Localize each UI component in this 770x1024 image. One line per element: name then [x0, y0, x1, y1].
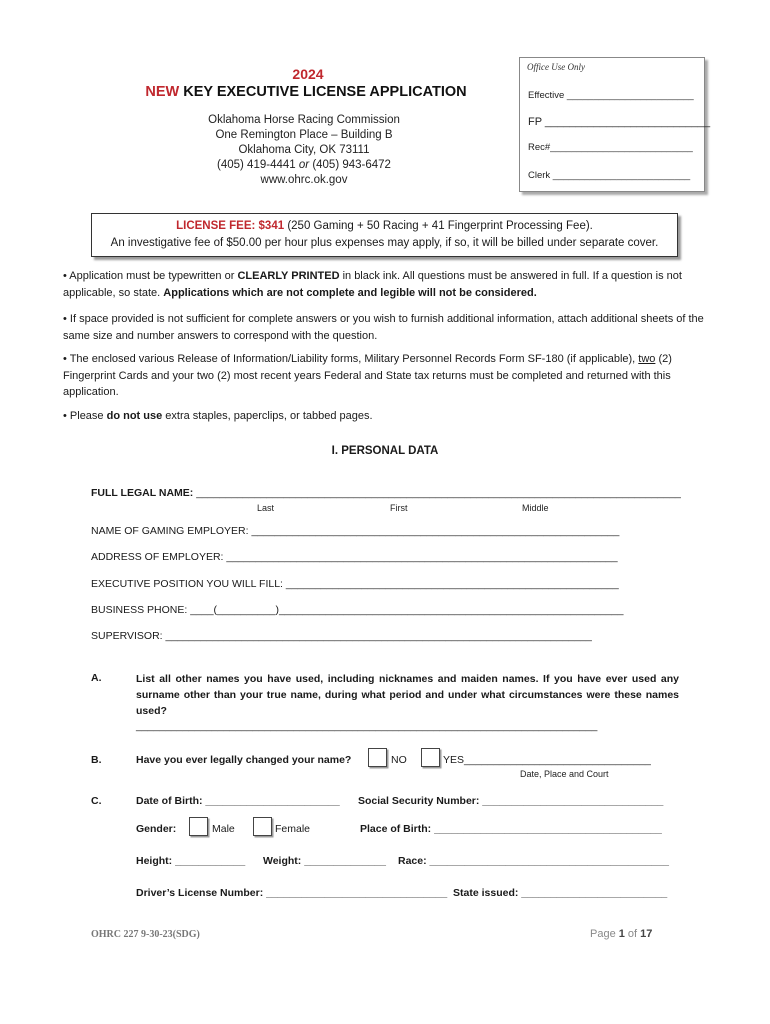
no-label: NO	[391, 754, 407, 766]
office-rec-field[interactable]: Rec#___________________________	[528, 142, 693, 153]
phone-1: (405) 419-4441	[217, 159, 296, 171]
name-sub-last: Last	[257, 503, 275, 513]
instr-text: • Please	[63, 410, 107, 422]
date-place-court-label: Date, Place and Court	[520, 769, 609, 779]
instr-text: (2) Fingerprint Cards and your two (2) most recent years Federal and State tax returns must be completed and returned with this application.	[63, 353, 672, 398]
checkbox[interactable]	[368, 748, 387, 767]
instr-text: extra staples, paperclips, or tabbed pages.	[162, 410, 373, 422]
form-code: OHRC 227 9-30-23(SDG)	[91, 929, 200, 940]
instr-text: • Application must be typewritten or	[63, 270, 238, 282]
phone-2: (405) 943-6472	[312, 159, 391, 171]
instruction-3	[63, 351, 711, 401]
weight-field[interactable]: Weight: ______________	[263, 855, 386, 867]
office-clerk-field[interactable]: Clerk __________________________	[528, 170, 691, 181]
female-label: Female	[275, 823, 311, 835]
commission-address	[170, 113, 438, 188]
instr-bold: do not use	[106, 410, 163, 422]
license-fee-box	[91, 213, 678, 257]
title-rest: KEY EXECUTIVE LICENSE APPLICATION	[179, 84, 467, 100]
gender-male-checkbox[interactable]	[189, 817, 208, 836]
page-number: 1	[618, 928, 625, 940]
employer-address-field[interactable]: ADDRESS OF EMPLOYER: ___________________________________________________________________	[91, 551, 618, 563]
name-sub-first: First	[390, 503, 408, 513]
instr-bold: Applications which are not complete and legible will not be considered.	[163, 286, 537, 299]
place-of-birth-field[interactable]: Place of Birth: _______________________________________	[360, 823, 662, 835]
drivers-license-field[interactable]: Driver’s License Number: _______________________________	[136, 887, 448, 899]
fee-line	[92, 220, 677, 232]
office-effective-field[interactable]: Effective ________________________	[528, 90, 694, 101]
question-a-text: List all other names you have used, including nicknames and maiden names. If you have ever used any surname other than your true name, during what period and under what circumstances were these names used?	[136, 673, 679, 717]
office-use-box	[519, 57, 711, 192]
instruction-2: • If space provided is not sufficient for complete answers or you wish to furnish additional information, attach additional sheets of the same size and number answers to correspond with the question.	[63, 313, 704, 342]
supervisor-field[interactable]: SUPERVISOR: _________________________________________________________________________	[91, 630, 592, 642]
fee-label: LICENSE FEE: $341	[176, 220, 285, 232]
form-title	[120, 84, 492, 100]
name-change-yes-checkbox[interactable]	[421, 748, 440, 767]
instr-text: in black ink. All questions must be answered in full. If a question is not applicable, so state.	[63, 270, 682, 299]
phone-or: or	[298, 159, 310, 171]
office-fp-field[interactable]: FP ___________________________	[528, 116, 711, 128]
gender-label: Gender:	[136, 823, 177, 835]
name-sub-middle: Middle	[522, 503, 549, 513]
page-total: 17	[640, 928, 653, 940]
page-indicator	[590, 928, 652, 940]
instr-bold: CLEARLY PRINTED	[237, 270, 340, 282]
office-use-title: Office Use Only	[527, 62, 585, 72]
yes-details-field[interactable]: YES________________________________	[443, 754, 651, 766]
section-title: I. PERSONAL DATA	[331, 445, 439, 457]
checkbox[interactable]	[421, 748, 440, 767]
race-field[interactable]: Race: _________________________________________	[398, 855, 669, 867]
question-a-letter: A.	[91, 672, 102, 684]
address-line: Oklahoma Horse Racing Commission	[208, 114, 400, 126]
date-of-birth-field[interactable]: Date of Birth: _______________________	[136, 795, 340, 807]
instruction-4	[63, 408, 711, 425]
of-word: of	[624, 928, 641, 940]
full-name-label: FULL LEGAL NAME:	[91, 487, 197, 499]
fee-note: An investigative fee of $50.00 per hour plus expenses may apply, if so, it will be billed under separate cover.	[110, 237, 659, 249]
instr-underline: two	[638, 353, 656, 365]
gender-female-checkbox[interactable]	[253, 817, 272, 836]
title-new: NEW	[145, 84, 180, 100]
page-word: Page	[590, 928, 619, 940]
phone-line	[170, 158, 438, 173]
fee-detail: (250 Gaming + 50 Racing + 41 Fingerprint Processing Fee).	[284, 220, 593, 232]
checkbox[interactable]	[189, 817, 208, 836]
name-change-no-checkbox[interactable]	[368, 748, 387, 767]
form-year: 2024	[292, 66, 324, 82]
question-b-text: Have you ever legally changed your name?	[136, 754, 352, 766]
question-a-answer-line[interactable]: _______________________________________________________________________________	[136, 720, 598, 732]
instruction-1	[63, 268, 711, 301]
full-legal-name-field[interactable]	[91, 487, 681, 499]
instr-text: • The enclosed various Release of Information/Liability forms, Military Personnel Records Form SF-180 (if applicable),	[63, 353, 639, 365]
ssn-field[interactable]: Social Security Number: _______________________________	[358, 795, 664, 807]
address-line: Oklahoma City, OK 73111	[238, 144, 370, 156]
full-name-line[interactable]: ___________________________________________________________________________________	[196, 487, 681, 499]
height-field[interactable]: Height: ____________	[136, 855, 246, 867]
website-line: www.ohrc.ok.gov	[260, 174, 348, 186]
business-phone-field[interactable]: BUSINESS PHONE: ____(__________)___________________________________________________________	[91, 604, 624, 616]
gaming-employer-field[interactable]: NAME OF GAMING EMPLOYER: _______________________________________________________________	[91, 525, 620, 537]
question-c-letter: C.	[91, 795, 102, 807]
question-b-letter: B.	[91, 754, 102, 766]
male-label: Male	[212, 823, 235, 835]
checkbox[interactable]	[253, 817, 272, 836]
executive-position-field[interactable]: EXECUTIVE POSITION YOU WILL FILL: _________________________________________________________	[91, 578, 619, 590]
state-issued-field[interactable]: State issued: _________________________	[453, 887, 668, 899]
address-line: One Remington Place – Building B	[215, 129, 393, 141]
